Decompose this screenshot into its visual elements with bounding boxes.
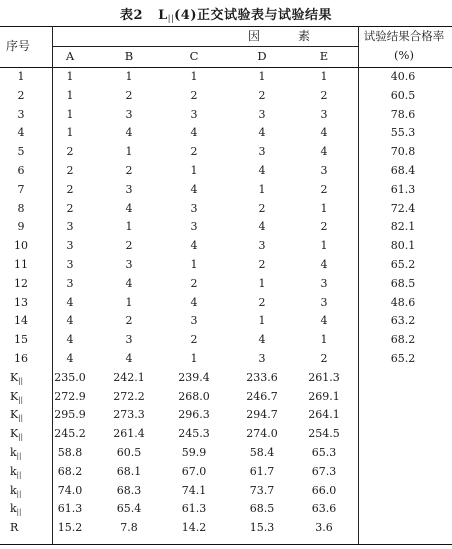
stat-cell: 268.0 bbox=[178, 389, 210, 403]
table-cell: 2 bbox=[320, 220, 328, 234]
stat-cell: 60.5 bbox=[116, 446, 142, 459]
table-cell: 2 bbox=[258, 88, 266, 102]
table-cell: 2 bbox=[190, 88, 198, 102]
table-cell: 1 bbox=[258, 314, 266, 328]
table-cell: 3 bbox=[66, 239, 74, 253]
table-cell: 3 bbox=[320, 107, 328, 121]
stat-cell: 261.4 bbox=[113, 427, 145, 441]
table-cell: 2 bbox=[190, 276, 198, 290]
row-number: 5 bbox=[17, 145, 25, 159]
table-cell: 4 bbox=[66, 333, 74, 347]
table-cell: 1 bbox=[320, 70, 328, 83]
table-cell: 2 bbox=[66, 164, 74, 177]
table-cell: 2 bbox=[66, 182, 74, 196]
stat-symbol: K bbox=[10, 408, 19, 422]
table-cell: 1 bbox=[258, 276, 266, 290]
stat-cell: 296.3 bbox=[178, 408, 210, 422]
table-cell: 4 bbox=[66, 314, 74, 328]
stat-cell: 68.3 bbox=[116, 483, 142, 497]
row-number: 1 bbox=[17, 70, 25, 83]
table-cell: 4 bbox=[66, 352, 74, 365]
stat-cell: 67.0 bbox=[181, 464, 207, 478]
stat-cell: 272.9 bbox=[54, 389, 86, 403]
result-cell: 63.2 bbox=[390, 314, 416, 328]
table-cell: 3 bbox=[320, 295, 328, 309]
stat-cell: 74.0 bbox=[57, 483, 83, 497]
stat-label bbox=[10, 485, 30, 500]
stat-label bbox=[10, 409, 30, 424]
stat-cell: 15.2 bbox=[57, 521, 83, 535]
table-cell: 3 bbox=[190, 314, 198, 328]
table-cell: 2 bbox=[125, 239, 133, 253]
table-cell: 2 bbox=[320, 182, 328, 196]
table-cell: 3 bbox=[66, 258, 74, 271]
table-cell: 1 bbox=[125, 145, 133, 159]
result-cell: 68.5 bbox=[390, 276, 416, 290]
result-cell: 55.3 bbox=[390, 126, 416, 140]
stat-symbol: k bbox=[10, 483, 17, 497]
stat-cell: 261.3 bbox=[308, 370, 340, 384]
title-rest: (4)正交试验表与试验结果 bbox=[174, 8, 332, 23]
table-cell: 1 bbox=[66, 70, 74, 83]
table-cell: 2 bbox=[125, 314, 133, 328]
table-cell: 1 bbox=[66, 126, 74, 140]
stat-subscript: || bbox=[18, 414, 23, 423]
stat-cell: 242.1 bbox=[113, 370, 145, 384]
stat-subscript: || bbox=[16, 489, 22, 498]
stat-label bbox=[10, 447, 30, 462]
table-cell: 4 bbox=[125, 201, 133, 215]
stat-cell: 59.9 bbox=[181, 446, 207, 459]
table-cell: 2 bbox=[320, 88, 328, 102]
stat-cell: 66.0 bbox=[311, 483, 337, 497]
table-cell: 1 bbox=[190, 70, 198, 83]
table-cell: 2 bbox=[125, 88, 133, 102]
table-cell: 2 bbox=[190, 333, 198, 347]
column-header-a: A bbox=[65, 49, 75, 63]
stat-cell: 233.6 bbox=[246, 370, 278, 384]
stat-cell: 65.3 bbox=[311, 446, 337, 459]
column-header-c: C bbox=[189, 49, 199, 63]
stat-cell: 274.0 bbox=[246, 427, 278, 441]
stat-cell: 68.2 bbox=[57, 464, 83, 478]
stat-cell: 254.5 bbox=[308, 427, 340, 441]
column-header-e: E bbox=[319, 49, 329, 63]
table-cell: 1 bbox=[125, 220, 133, 234]
table-cell: 1 bbox=[320, 239, 328, 253]
table-cell: 2 bbox=[66, 145, 74, 159]
row-number: 15 bbox=[14, 333, 28, 347]
table-cell: 4 bbox=[66, 295, 74, 309]
table-title bbox=[0, 4, 452, 23]
stat-cell: 74.1 bbox=[181, 483, 207, 497]
row-number: 16 bbox=[14, 352, 28, 365]
table-cell: 2 bbox=[258, 258, 266, 271]
stat-cell: 3.6 bbox=[315, 521, 333, 535]
header-rule bbox=[0, 67, 452, 68]
stat-label bbox=[10, 522, 30, 534]
table-cell: 1 bbox=[190, 258, 198, 271]
stat-cell: 245.2 bbox=[54, 427, 86, 441]
stat-symbol: k bbox=[10, 502, 17, 516]
table-cell: 3 bbox=[125, 107, 133, 121]
result-cell: 61.3 bbox=[390, 182, 416, 196]
table-cell: 4 bbox=[258, 164, 266, 177]
stat-cell: 272.2 bbox=[113, 389, 145, 403]
title-l-subscript: || bbox=[167, 14, 175, 23]
stat-cell: 235.0 bbox=[54, 370, 86, 384]
table-cell: 2 bbox=[66, 201, 74, 215]
table-cell: 2 bbox=[320, 352, 328, 365]
table-cell: 1 bbox=[258, 182, 266, 196]
table-cell: 4 bbox=[190, 239, 198, 253]
table-cell: 2 bbox=[125, 164, 133, 177]
table-cell: 3 bbox=[190, 220, 198, 234]
table-cell: 3 bbox=[258, 145, 266, 159]
stat-subscript: || bbox=[18, 376, 23, 385]
table-cell: 4 bbox=[320, 126, 328, 140]
table-cell: 1 bbox=[125, 295, 133, 309]
result-cell: 70.8 bbox=[390, 145, 416, 159]
row-number: 3 bbox=[17, 107, 25, 121]
result-cell: 78.6 bbox=[390, 107, 416, 121]
table-cell: 4 bbox=[125, 352, 133, 365]
title-prefix: 表2 bbox=[119, 8, 144, 23]
table-cell: 3 bbox=[258, 239, 266, 253]
header-result-line1: 试验结果合格率 bbox=[363, 29, 445, 43]
table-cell: 4 bbox=[190, 182, 198, 196]
row-number: 14 bbox=[14, 314, 28, 328]
stat-subscript: || bbox=[16, 452, 22, 460]
table-cell: 3 bbox=[66, 276, 74, 290]
stat-symbol: K bbox=[10, 389, 19, 403]
stat-cell: 246.7 bbox=[246, 389, 278, 403]
stat-cell: 67.3 bbox=[311, 464, 337, 478]
stat-cell: 73.7 bbox=[249, 483, 275, 497]
stat-cell: 68.5 bbox=[249, 502, 275, 516]
table-cell: 3 bbox=[320, 276, 328, 290]
stat-symbol: K bbox=[10, 370, 19, 384]
table-cell: 2 bbox=[190, 145, 198, 159]
stat-cell: 273.3 bbox=[113, 408, 145, 422]
result-cell: 48.6 bbox=[390, 295, 416, 309]
table-cell: 1 bbox=[258, 70, 266, 83]
stat-cell: 61.7 bbox=[249, 464, 275, 478]
stat-label bbox=[10, 466, 30, 481]
title-l: L bbox=[158, 8, 168, 23]
table-cell: 3 bbox=[125, 258, 133, 271]
header-factor-right: 素 bbox=[298, 29, 311, 43]
table-cell: 1 bbox=[66, 88, 74, 102]
result-cell: 72.4 bbox=[390, 201, 416, 215]
table-cell: 4 bbox=[125, 126, 133, 140]
column-header-b: B bbox=[124, 49, 134, 63]
stat-cell: 294.7 bbox=[246, 408, 278, 422]
header-result-line2: (%) bbox=[394, 48, 414, 62]
stat-cell: 245.3 bbox=[178, 427, 210, 441]
table-cell: 4 bbox=[190, 126, 198, 140]
stat-cell: 61.3 bbox=[57, 502, 83, 516]
stat-label bbox=[10, 391, 30, 406]
table-cell: 1 bbox=[320, 201, 328, 215]
row-number: 6 bbox=[17, 164, 25, 177]
stat-symbol: K bbox=[10, 427, 19, 441]
table-cell: 1 bbox=[125, 70, 133, 83]
stat-cell: 264.1 bbox=[308, 408, 340, 422]
table-cell: 4 bbox=[258, 126, 266, 140]
stat-cell: 58.8 bbox=[57, 446, 83, 459]
stat-label bbox=[10, 503, 30, 518]
stat-cell: 58.4 bbox=[249, 446, 275, 459]
stat-subscript: || bbox=[16, 508, 22, 517]
header-factor-left: 因 bbox=[248, 29, 261, 43]
stat-subscript: || bbox=[16, 470, 22, 479]
header-seq: 序号 bbox=[6, 39, 31, 53]
table-cell: 1 bbox=[66, 107, 74, 121]
table-cell: 4 bbox=[320, 258, 328, 271]
table-cell: 1 bbox=[320, 333, 328, 347]
result-cell: 80.1 bbox=[390, 239, 416, 253]
row-number: 10 bbox=[14, 239, 28, 253]
column-header-d: D bbox=[257, 49, 267, 63]
result-cell: 68.2 bbox=[390, 333, 416, 347]
stat-cell: 14.2 bbox=[181, 521, 207, 535]
table-cell: 3 bbox=[125, 182, 133, 196]
stat-cell: 269.1 bbox=[308, 389, 340, 403]
stat-symbol: k bbox=[10, 446, 17, 459]
result-divider bbox=[358, 26, 359, 544]
table-cell: 3 bbox=[190, 201, 198, 215]
table-cell: 4 bbox=[258, 333, 266, 347]
table-cell: 3 bbox=[258, 352, 266, 365]
table-cell: 3 bbox=[258, 107, 266, 121]
result-cell: 60.5 bbox=[390, 88, 416, 102]
result-cell: 82.1 bbox=[390, 220, 416, 234]
stat-cell: 68.1 bbox=[116, 464, 142, 478]
row-number: 9 bbox=[17, 220, 25, 234]
row-number: 12 bbox=[14, 276, 28, 290]
table-cell: 3 bbox=[125, 333, 133, 347]
table-cell: 3 bbox=[66, 220, 74, 234]
table-cell: 1 bbox=[190, 164, 198, 177]
result-cell: 40.6 bbox=[390, 70, 416, 83]
table-cell: 3 bbox=[320, 164, 328, 177]
row-number: 11 bbox=[14, 258, 28, 271]
stat-label bbox=[10, 372, 30, 387]
table-cell: 4 bbox=[258, 220, 266, 234]
table-cell: 4 bbox=[190, 295, 198, 309]
row-number: 4 bbox=[17, 126, 25, 140]
row-number: 13 bbox=[14, 295, 28, 309]
table-cell: 4 bbox=[320, 145, 328, 159]
stat-cell: 295.9 bbox=[54, 408, 86, 422]
top-rule bbox=[0, 26, 452, 27]
factor-header-rule bbox=[52, 46, 358, 47]
table-cell: 4 bbox=[320, 314, 328, 328]
row-number: 8 bbox=[17, 201, 25, 215]
result-cell: 65.2 bbox=[390, 352, 416, 365]
stat-cell: 63.6 bbox=[311, 502, 337, 516]
stat-symbol: k bbox=[10, 464, 17, 478]
stat-cell: 15.3 bbox=[249, 521, 275, 535]
row-number: 7 bbox=[17, 182, 25, 196]
table-cell: 1 bbox=[190, 352, 198, 365]
table-cell: 4 bbox=[125, 276, 133, 290]
stat-cell: 65.4 bbox=[116, 502, 142, 516]
stat-cell: 7.8 bbox=[120, 521, 138, 535]
stat-cell: 61.3 bbox=[181, 502, 207, 516]
row-number: 2 bbox=[17, 88, 25, 102]
stat-cell: 239.4 bbox=[178, 370, 210, 384]
result-cell: 68.4 bbox=[390, 164, 416, 177]
bottom-rule bbox=[0, 544, 452, 545]
stat-label bbox=[10, 428, 30, 443]
stat-subscript: || bbox=[18, 395, 23, 404]
table-cell: 2 bbox=[258, 201, 266, 215]
stat-subscript: || bbox=[18, 433, 23, 442]
table-cell: 2 bbox=[258, 295, 266, 309]
table-cell: 3 bbox=[190, 107, 198, 121]
result-cell: 65.2 bbox=[390, 258, 416, 271]
stat-symbol: R bbox=[10, 521, 19, 535]
